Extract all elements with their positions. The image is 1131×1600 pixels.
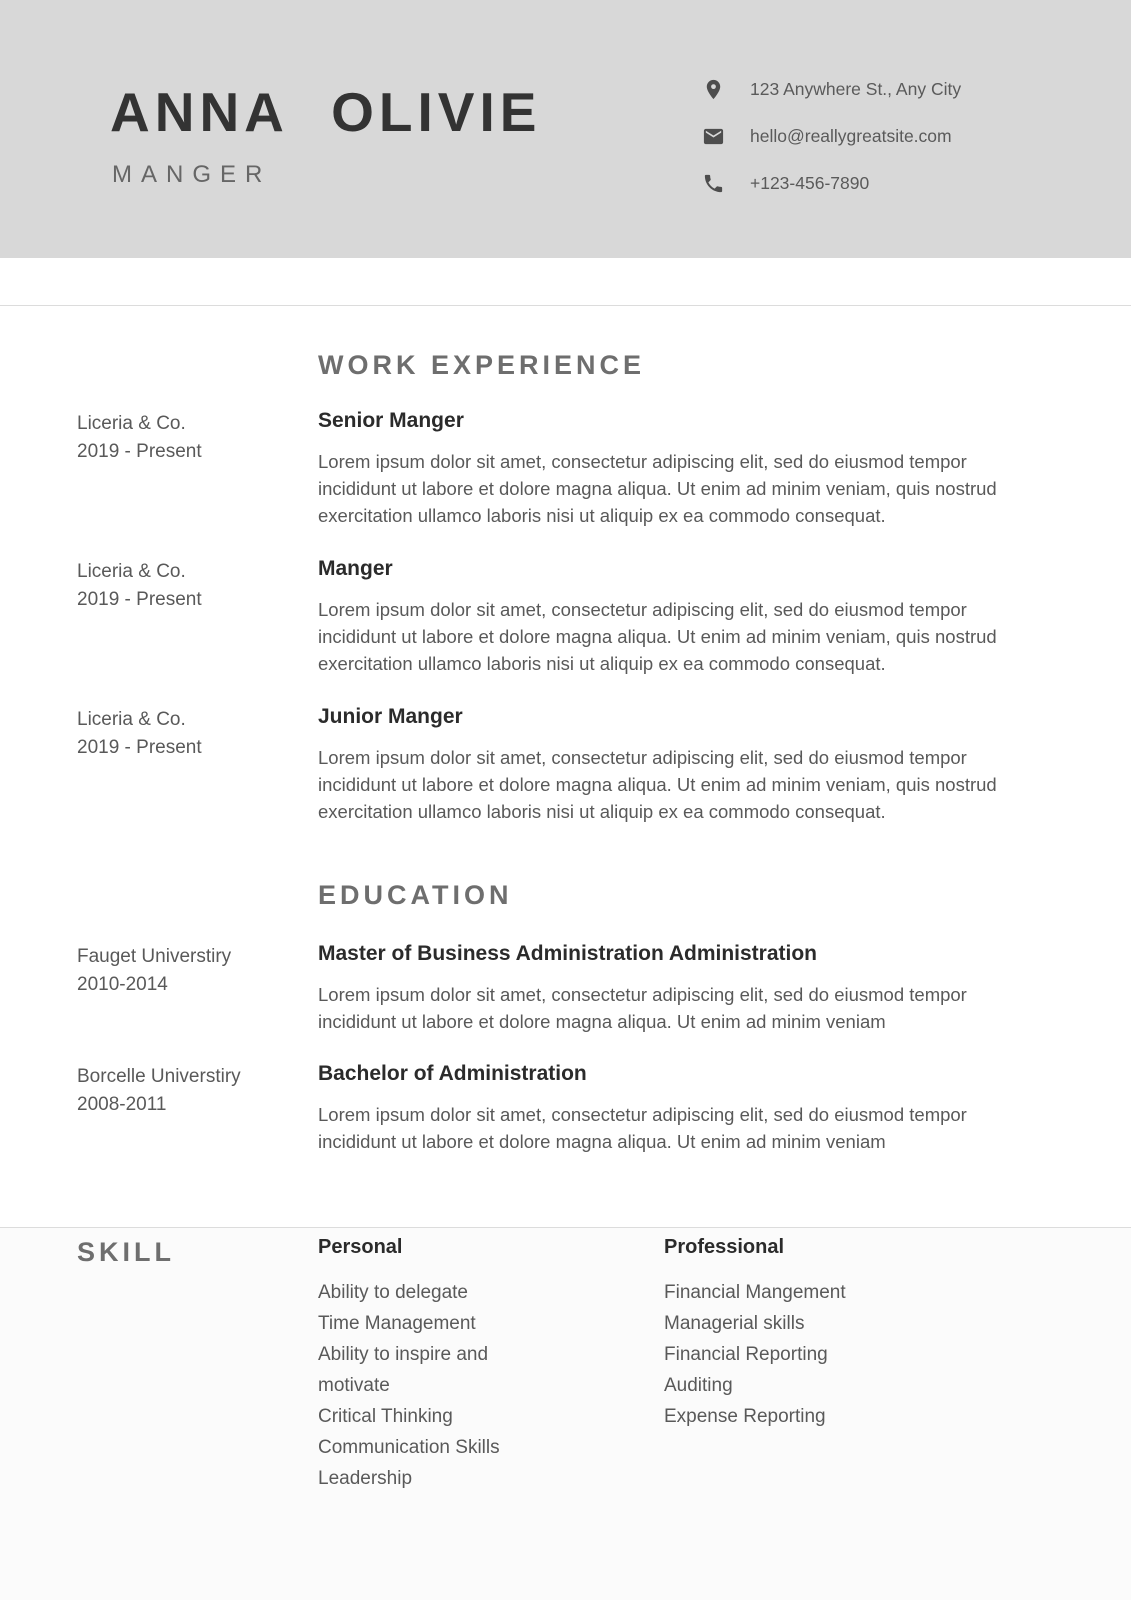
work-entry-period: 2019 - Present xyxy=(77,441,202,462)
person-job-title: MANGER xyxy=(112,161,272,188)
education-entry-body xyxy=(318,1061,1030,1155)
work-entry-title: Manger xyxy=(318,557,393,580)
skill-item: Auditing xyxy=(664,1375,733,1396)
work-entry-company: Liceria & Co. xyxy=(77,413,186,434)
location-pin-icon xyxy=(702,78,725,101)
education-entry-description: Lorem ipsum dolor sit amet, consectetur adipiscing elit, sed do eiusmod tempor incididunt ut labore et dolore magna aliqua. Ut enim ad minim veniam xyxy=(318,984,967,1032)
skill-item: Critical Thinking xyxy=(318,1406,453,1427)
work-entry-body xyxy=(318,408,1030,529)
work-entry-description: Lorem ipsum dolor sit amet, consectetur adipiscing elit, sed do eiusmod tempor incididunt ut labore et dolore magna aliqua. Ut enim ad minim veniam, quis nostrud exercitation ullamco laboris nisi ut aliquip ex ea commodo consequat. xyxy=(318,451,997,526)
contact-phone-row xyxy=(702,171,961,196)
skill-item: Time Management xyxy=(318,1313,476,1334)
skill-item: Ability to inspire and motivate xyxy=(318,1344,489,1396)
work-entry-body xyxy=(318,556,1030,677)
skill-column-professional xyxy=(664,1236,944,1432)
work-entry-description: Lorem ipsum dolor sit amet, consectetur adipiscing elit, sed do eiusmod tempor incididunt ut labore et dolore magna aliqua. Ut enim ad minim veniam, quis nostrud exercitation ullamco laboris nisi ut aliquip ex ea commodo consequat. xyxy=(318,747,997,822)
header-divider-line xyxy=(0,305,1131,306)
work-entry-title: Junior Manger xyxy=(318,705,463,728)
education-entry-school: Fauget Universtiry xyxy=(77,946,232,967)
skill-item: Financial Mangement xyxy=(664,1282,846,1303)
education-entry-period: 2008-2011 xyxy=(77,1094,167,1115)
envelope-icon xyxy=(702,125,725,148)
work-entry-meta xyxy=(77,410,305,466)
phone-icon xyxy=(702,172,725,195)
skill-list xyxy=(664,1277,944,1432)
skill-item: Leadership xyxy=(318,1468,413,1489)
contact-phone: +123-456-7890 xyxy=(750,173,870,193)
contact-email: hello@reallygreatsite.com xyxy=(750,126,952,146)
education-entry-description: Lorem ipsum dolor sit amet, consectetur adipiscing elit, sed do eiusmod tempor incididunt ut labore et dolore magna aliqua. Ut enim ad minim veniam xyxy=(318,1104,967,1152)
skill-item: Expense Reporting xyxy=(664,1406,826,1427)
skill-section-background xyxy=(0,1228,1131,1600)
header xyxy=(0,0,1131,258)
work-entry-meta xyxy=(77,706,305,762)
skill-list xyxy=(318,1277,530,1494)
skill-divider-line xyxy=(0,1227,1131,1228)
work-entry-period: 2019 - Present xyxy=(77,589,202,610)
education-entry-degree: Master of Business Administration Administration xyxy=(318,942,818,965)
skill-item: Managerial skills xyxy=(664,1313,805,1334)
skill-column-title: Professional xyxy=(664,1236,785,1258)
contact-email-row xyxy=(702,124,961,149)
education-entry-degree: Bachelor of Administration xyxy=(318,1062,587,1085)
contact-address: 123 Anywhere St., Any City xyxy=(750,79,962,99)
skill-heading: SKILL xyxy=(77,1237,175,1267)
education-entry-school: Borcelle Universtiry xyxy=(77,1066,241,1087)
work-experience-heading: WORK EXPERIENCE xyxy=(318,350,646,380)
contact-block xyxy=(702,77,961,196)
work-entry-title: Senior Manger xyxy=(318,409,464,432)
education-entry-meta xyxy=(77,1063,305,1119)
skill-item: Financial Reporting xyxy=(664,1344,828,1365)
work-entry-meta xyxy=(77,558,305,614)
work-entry-body xyxy=(318,704,1030,825)
contact-address-row xyxy=(702,77,961,102)
work-entry-period: 2019 - Present xyxy=(77,737,202,758)
education-entry-body xyxy=(318,941,1030,1035)
work-entry-company: Liceria & Co. xyxy=(77,561,186,582)
education-heading: EDUCATION xyxy=(318,880,513,910)
education-entry-period: 2010-2014 xyxy=(77,974,168,995)
skill-column-title: Personal xyxy=(318,1236,403,1258)
education-entry-meta xyxy=(77,943,305,999)
skill-item: Ability to delegate xyxy=(318,1282,468,1303)
skill-item: Communication Skills xyxy=(318,1437,500,1458)
work-entry-description: Lorem ipsum dolor sit amet, consectetur adipiscing elit, sed do eiusmod tempor incididunt ut labore et dolore magna aliqua. Ut enim ad minim veniam, quis nostrud exercitation ullamco laboris nisi ut aliquip ex ea commodo consequat. xyxy=(318,599,997,674)
skill-column-personal xyxy=(318,1236,530,1494)
work-entry-company: Liceria & Co. xyxy=(77,709,186,730)
person-name: ANNA OLIVIE xyxy=(110,81,542,143)
